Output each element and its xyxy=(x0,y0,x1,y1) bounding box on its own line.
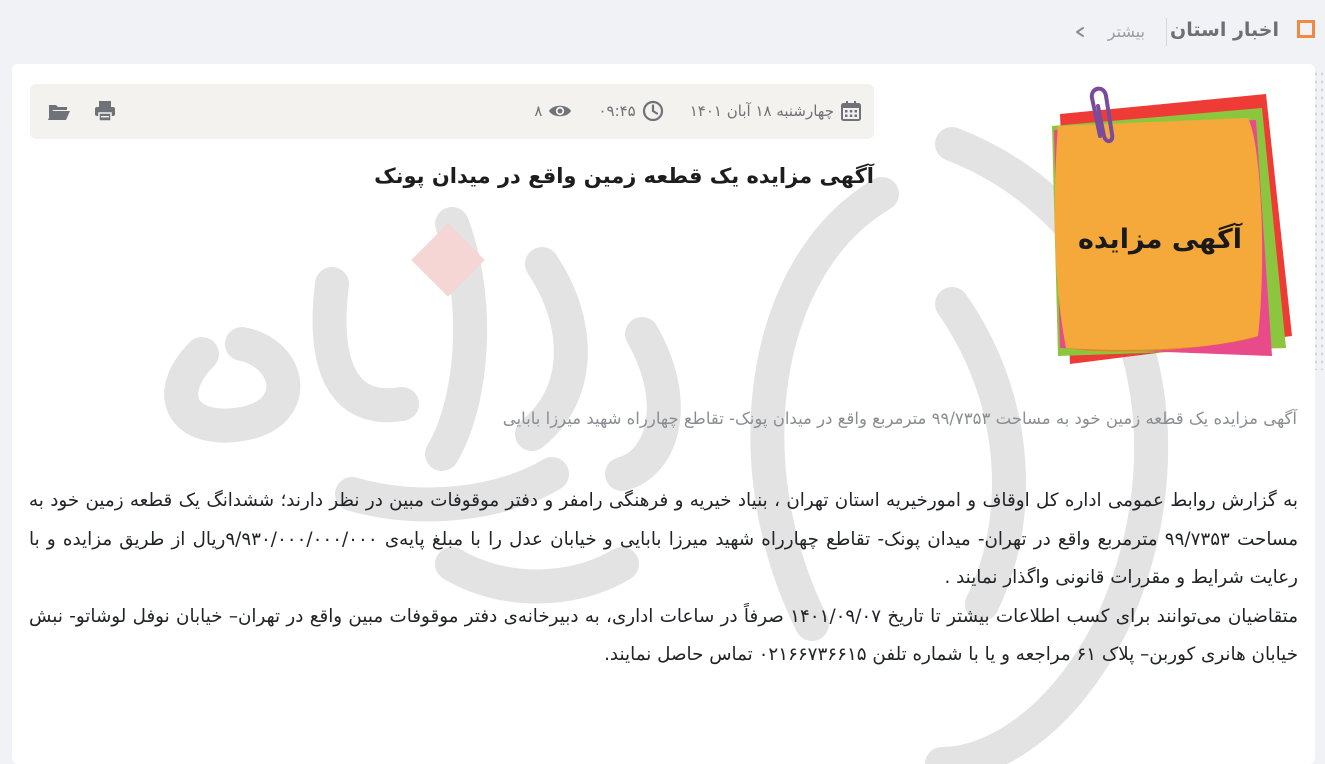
article-views: ۸ xyxy=(534,102,543,120)
header-divider xyxy=(1166,18,1167,46)
chevron-left-icon[interactable] xyxy=(1073,22,1087,42)
article-time: ۰۹:۴۵ xyxy=(598,102,636,120)
article-title: آگهی مزایده یک قطعه زمین واقع در میدان پونک xyxy=(374,164,874,188)
article-summary: آگهی مزایده یک قطعه زمین خود به مساحت ۹۹/۷۳۵۳ مترمربع واقع در میدان پونک- تقاطع چهارراه شهید میرزا بابایی xyxy=(502,409,1297,428)
article-meta-bar xyxy=(30,84,874,139)
folder-open-icon[interactable] xyxy=(46,98,72,124)
article-meta xyxy=(534,98,862,124)
article-paragraph: متقاضیان می‌توانند برای کسب اطلاعات بیشتر تا تاریخ ۱۴۰۱/۰۹/۰۷ صرفاً در ساعات اداری، به دبیرخانه‌ی دفتر موقوفات مبین واقع در تهران– خیابان نوفل لوشاتو- نبش خیابان هانری کوربن– پلاک ۶۱ مراجعه و یا با شماره تلفن ۰۲۱۶۶۷۳۶۶۱۵ تماس حاصل نمایند. xyxy=(29,605,1298,665)
calendar-icon xyxy=(840,100,862,122)
printer-icon[interactable] xyxy=(92,98,118,124)
article-image xyxy=(1040,86,1302,366)
article-body xyxy=(29,482,1298,675)
article-date: چهارشنبه ۱۸ آبان ۱۴۰۱ xyxy=(689,102,834,120)
article-paragraph: به گزارش روابط عمومی اداره کل اوقاف و امورخیریه استان تهران ، بنیاد خیریه و فرهنگی رامفر و دفتر موقوفات مبین در نظر دارند؛ ششدانگ یک قطعه زمین خود به مساحت ۹۹/۷۳۵۳ مترمربع واقع در تهران- میدان پونک- تقاطع چهارراه شهید میرزا بابایی و خیابان عدل را با مبلغ پایه‌ی ۹/۹۳۰/۰۰۰/۰۰۰/۰۰۰ریال از طریق مزایده و با رعایت شرایط و مقررات قانونی واگذار نمایند . xyxy=(29,490,1298,588)
section-title: اخبار استان xyxy=(1170,19,1279,41)
square-outline-icon xyxy=(1297,20,1315,38)
eye-icon xyxy=(548,100,572,122)
more-link[interactable]: بیشتر xyxy=(1107,22,1145,41)
image-caption-text: آگهی مزایده xyxy=(1078,224,1242,255)
article-card xyxy=(12,64,1315,764)
section-header xyxy=(0,0,1325,62)
clock-icon xyxy=(642,100,664,122)
